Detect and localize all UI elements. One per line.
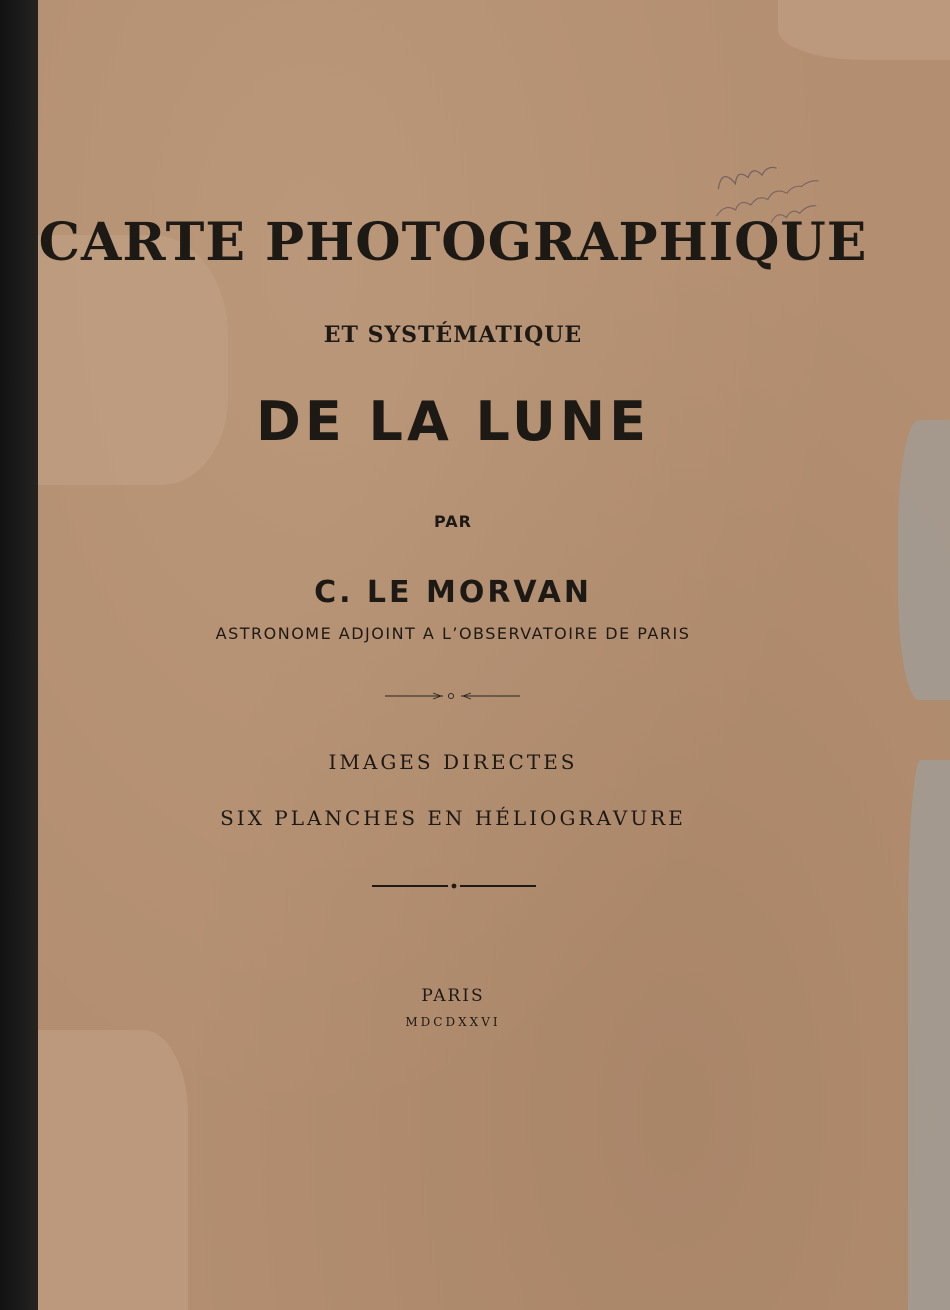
by-label: PAR — [434, 512, 472, 531]
paper-wear-patch — [38, 1030, 188, 1310]
title-line-1: CARTE PHOTOGRAPHIQUE — [38, 212, 868, 273]
author-affiliation: ASTRONOME ADJOINT A L’OBSERVATOIRE DE PARIS — [215, 624, 691, 643]
author-name: C. LE MORVAN — [314, 575, 592, 610]
publication-place: PARIS — [421, 986, 485, 1006]
subtitle-line-1: IMAGES DIRECTES — [328, 750, 578, 774]
torn-edge — [908, 760, 950, 1310]
book-spine — [0, 0, 38, 1310]
title-line-2: ET SYSTÉMATIQUE — [323, 322, 583, 348]
paper-wear-patch — [778, 0, 950, 60]
torn-edge — [898, 420, 950, 700]
ornament-rule-icon — [372, 878, 536, 894]
title-line-3: DE LA LUNE — [256, 390, 650, 453]
subtitle-line-2: SIX PLANCHES EN HÉLIOGRAVURE — [220, 806, 686, 830]
ornament-rule-icon — [385, 688, 520, 704]
publication-year: MDCDXXVI — [405, 1015, 501, 1029]
